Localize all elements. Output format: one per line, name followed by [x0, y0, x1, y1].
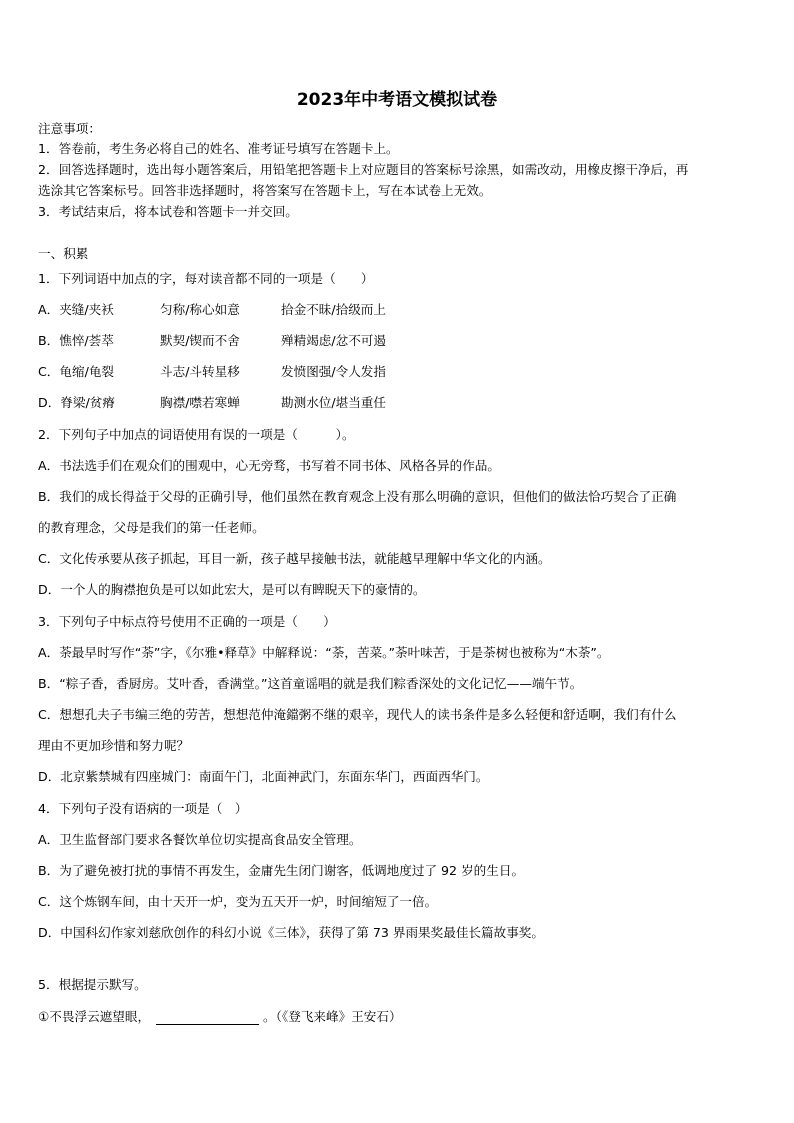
recitation-source: 。（《登飞来峰》王安石）: [263, 1009, 402, 1024]
page-title: 2023年中考语文模拟试卷: [296, 90, 498, 110]
option-a-col3: 拾金不昧/拾级而上: [281, 302, 386, 317]
option-a-col1: A．夹缝/夹袄: [38, 302, 114, 317]
notice-item: 3．考试结束后，将本试卷和答题卡一并交回。: [38, 204, 298, 219]
question-4-option: D．中国科幻作家刘慈欣创作的科幻小说《三体》，获得了第 73 界雨果奖最佳长篇故事奖。: [38, 925, 544, 940]
question-2-option-continued: 的教育理念，父母是我们的第一任老师。: [38, 520, 265, 535]
question-2-option: D．一个人的胸襟抱负是可以如此宏大，是可以有睥睨天下的豪情的。: [38, 582, 426, 597]
option-c-col1: C．龟缩/龟裂: [38, 364, 115, 379]
option-c-col3: 发愤图强/令人发指: [281, 364, 386, 379]
question-3-option: C．想想孔夫子韦编三绝的劳苦，想想范仲淹鐺粥不继的艰辛，现代人的读书条件是多么轻便和舒适啊，我们有什么: [38, 707, 677, 722]
question-4-stem: 4．下列句子没有语病的一项是（ ）: [38, 801, 248, 816]
notice-item: 1．答卷前，考生务必将自己的姓名、准考证号填写在答题卡上。: [38, 141, 399, 156]
option-b-col1: B．憔悴/荟萃: [38, 333, 114, 348]
question-2-stem: 2．下列句子中加点的词语使用有误的一项是（ ）。: [38, 427, 355, 442]
question-4-option: B．为了避免被打扰的事情不再发生，金庸先生闭门谢客，低调地度过了 92 岁的生日。: [38, 863, 525, 878]
question-3-option: D．北京紫禁城有四座城门：南面午门，北面神武门，东面东华门，西面西华门。: [38, 769, 489, 784]
question-5-line: [38, 1009, 402, 1025]
section-heading: 一、积累: [38, 246, 89, 261]
option-d-col3: 勘测水位/堪当重任: [281, 395, 386, 410]
question-2-option: A．书法选手们在观众们的围观中，心无旁骛，书写着不同书体、风格各异的作品。: [38, 458, 500, 473]
question-2-option: B．我们的成长得益于父母的正确引导，他们虽然在教育观念上没有那么明确的意识，但他们的做法恰巧契合了正确: [38, 489, 677, 504]
question-3-stem: 3．下列句子中标点符号使用不正确的一项是（ ）: [38, 614, 336, 629]
notice-item: 选涂其它答案标号。回答非选择题时，将答案写在答题卡上，写在本试卷上无效。: [38, 183, 492, 198]
option-d-col1: D．脊梁/贫瘠: [38, 395, 115, 410]
question-1-stem: 1．下列词语中加点的字，每对读音都不同的一项是（ ）: [38, 271, 374, 286]
notice-heading: 注意事项：: [38, 121, 101, 136]
notice-item: 2．回答选择题时，选出每小题答案后，用铅笔把答题卡上对应题目的答案标号涂黑，如需改动，用橡皮擦干净后，再: [38, 162, 689, 177]
option-b-col2: 默契/锲而不舍: [160, 333, 240, 348]
question-4-option: A．卫生监督部门要求各餐饮单位切实提高食品安全管理。: [38, 832, 362, 847]
answer-blank: [156, 1012, 259, 1025]
option-a-col2: 匀称/称心如意: [160, 302, 240, 317]
question-5-stem: 5．根据提示默写。: [38, 977, 147, 992]
question-3-option: A．荼最早时写作“荼”字，《尔雅•释草》中解释说：“荼，苦菜。”荼叶味苦，于是荼树也被称为“木荼”。: [38, 645, 610, 660]
option-d-col2: 胸襟/噤若寒蝉: [160, 395, 240, 410]
option-c-col2: 斗志/斗转星移: [160, 364, 240, 379]
question-4-option: C．这个炼钢车间，由十天开一炉，变为五天开一炉，时间缩短了一倍。: [38, 894, 438, 909]
question-2-option: C．文化传承要从孩子抓起，耳目一新，孩子越早接触书法，就能越早理解中华文化的内涵。: [38, 551, 551, 566]
question-3-option: B．“粽子香，香厨房。艾叶香，香满堂。”这首童谣唱的就是我们粽香深处的文化记忆——端午节。: [38, 676, 583, 691]
question-3-option-continued: 理由不更加珍惜和努力呢？: [38, 738, 190, 753]
option-b-col3: 殚精竭虑/忿不可遏: [281, 333, 386, 348]
recitation-prompt: ①不畏浮云遮望眼，: [38, 1009, 151, 1024]
